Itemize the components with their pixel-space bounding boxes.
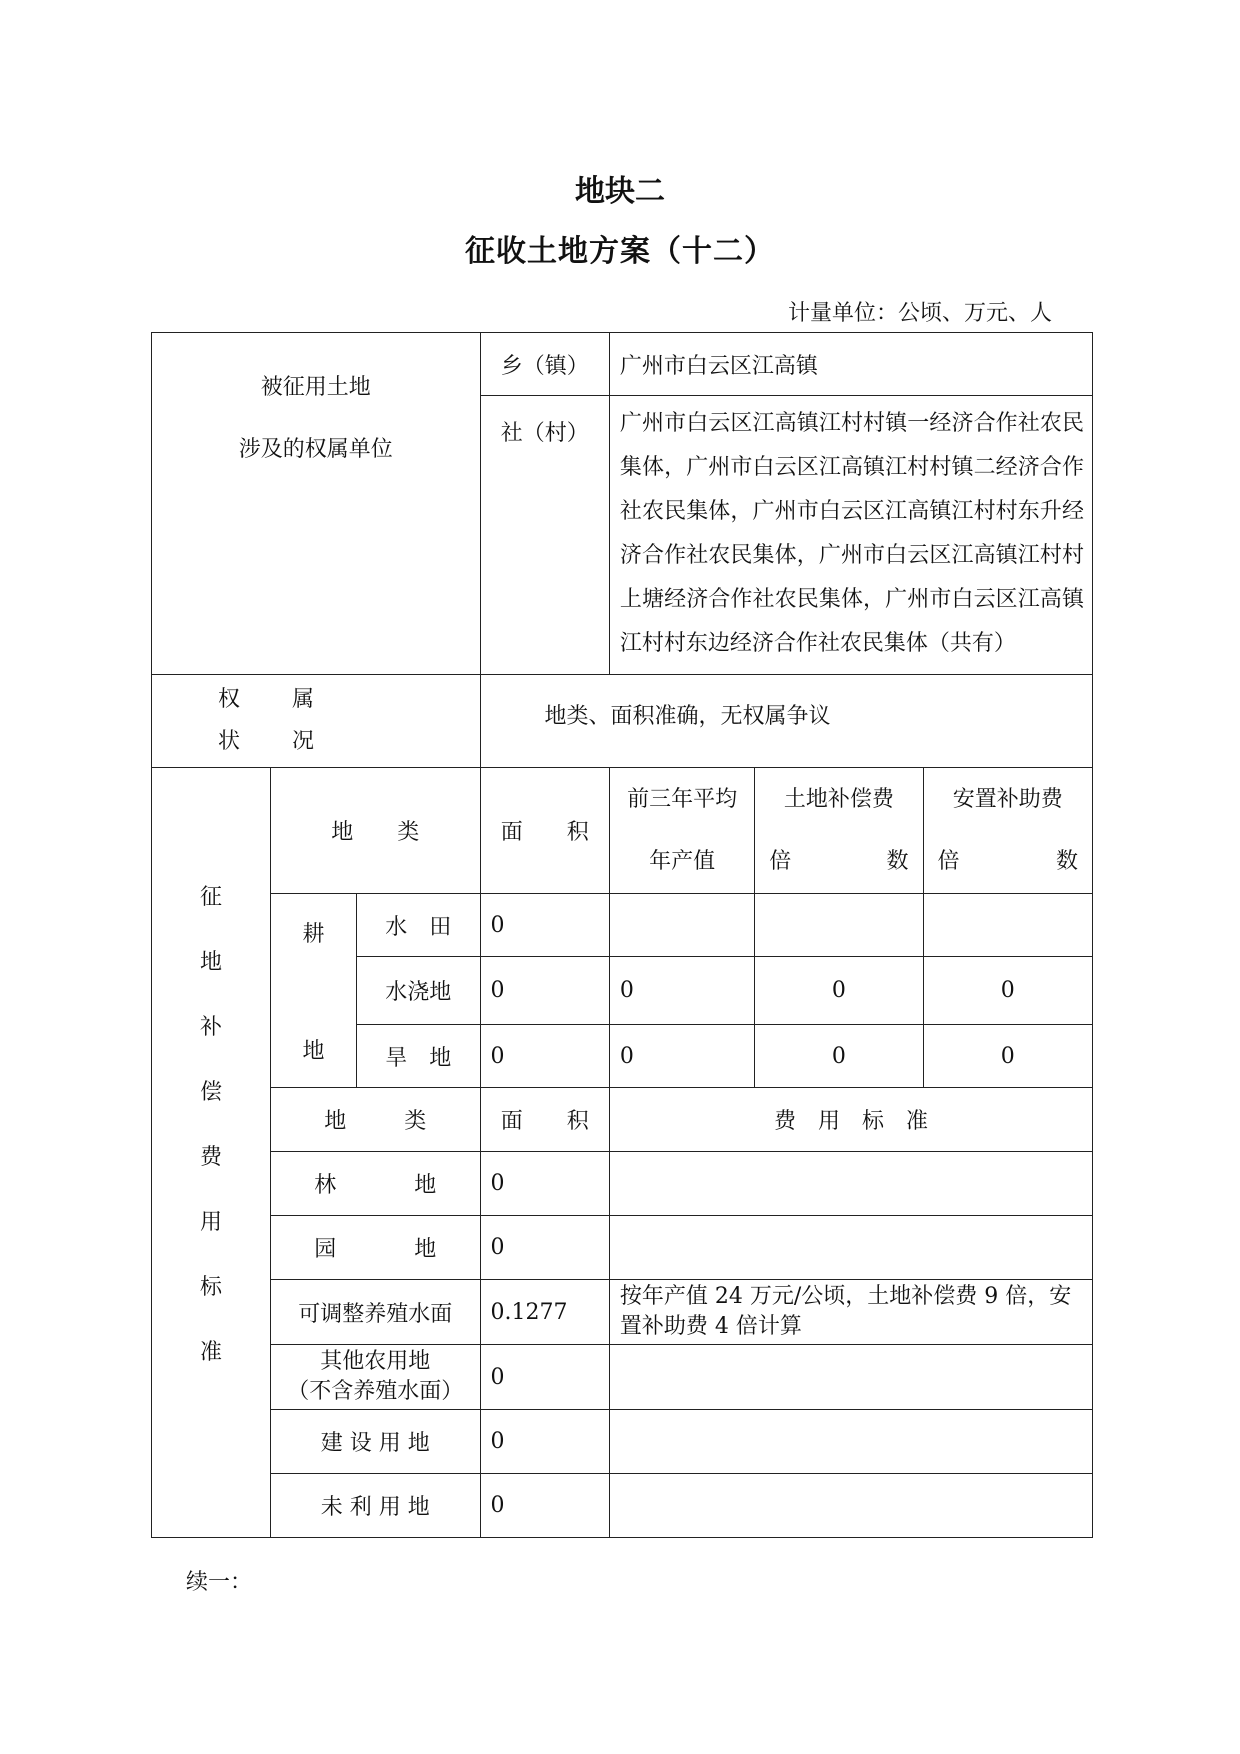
- other-row-name: 园 地: [271, 1216, 480, 1280]
- other-row-standard: [609, 1474, 1092, 1538]
- other-row-area: 0.1277: [480, 1280, 609, 1345]
- header2-fee-standard: 费 用 标 准: [609, 1088, 1092, 1152]
- header-land-type: 地 类: [271, 768, 480, 894]
- other-row-name: 未 利 用 地: [271, 1474, 480, 1538]
- ownership-label-line2: 涉及的权属单位: [238, 437, 393, 462]
- arable-row-avg: [609, 894, 754, 957]
- village-value: 广州市白云区江高镇江村村镇一经济合作社农民集体，广州市白云区江高镇江村村镇二经济合作社农民集体，广州市白云区江高镇江村村东升经济合作社农民集体，广州市白云区江高镇江村村上塘经济合作社农民集体，广州市白云区江高镇江村村东边经济合作社农民集体（共有）: [609, 396, 1092, 675]
- arable-row-name: 水浇地: [356, 957, 480, 1025]
- other-row-standard: [609, 1345, 1092, 1410]
- arable-row-name: 水 田: [356, 894, 480, 957]
- arable-row-land-mult: 0: [755, 957, 923, 1025]
- other-row-area: 0: [480, 1474, 609, 1538]
- village-label: 社（村）: [480, 396, 609, 675]
- header-resettlement-subsidy: 安置补助费 倍 数: [923, 768, 1092, 894]
- arable-row-land-mult: 0: [755, 1025, 923, 1088]
- arable-row-avg: 0: [609, 1025, 754, 1088]
- arable-row-area: 0: [480, 1025, 609, 1088]
- header-area: 面 积: [480, 768, 609, 894]
- header-avg-output: 前三年平均 年产值: [609, 768, 754, 894]
- document-title: 地块二: [575, 174, 665, 209]
- other-row-name: 林 地: [271, 1152, 480, 1216]
- other-row-name: 其他农用地 （不含养殖水面）: [271, 1345, 480, 1410]
- other-row-area: 0: [480, 1152, 609, 1216]
- arable-row-name: 旱 地: [356, 1025, 480, 1088]
- arable-row-land-mult: [755, 894, 923, 957]
- document-subtitle: 征收土地方案（十二）: [465, 234, 775, 269]
- other-row-name: 可调整养殖水面: [271, 1280, 480, 1345]
- compensation-side-label: 征 地 补 偿 费 用 标 准: [152, 768, 271, 1538]
- ownership-label-line1: 被征用土地: [260, 375, 371, 400]
- arable-row-resettle-mult: [923, 894, 1092, 957]
- other-row-standard: 按年产值 24 万元/公顷，土地补偿费 9 倍，安置补助费 4 倍计算: [609, 1280, 1092, 1345]
- other-row-standard: [609, 1216, 1092, 1280]
- continued-label: 续一：: [186, 1570, 253, 1595]
- arable-row-area: 0: [480, 894, 609, 957]
- other-row-area: 0: [480, 1216, 609, 1280]
- other-row-name: 建 设 用 地: [271, 1410, 480, 1474]
- land-acquisition-table: [151, 332, 1093, 1538]
- header-land-compensation: 土地补偿费 倍 数: [755, 768, 923, 894]
- other-row-area: 0: [480, 1410, 609, 1474]
- header2-area: 面 积: [480, 1088, 609, 1152]
- arable-row-area: 0: [480, 957, 609, 1025]
- arable-row-avg: 0: [609, 957, 754, 1025]
- arable-label: 耕 地: [271, 894, 357, 1088]
- status-label: 权 属 状 况: [152, 675, 481, 768]
- header2-land-type: 地 类: [271, 1088, 480, 1152]
- town-value: 广州市白云区江高镇: [609, 333, 1092, 396]
- arable-row-resettle-mult: 0: [923, 957, 1092, 1025]
- ownership-label-cell: [152, 333, 481, 675]
- unit-note: 计量单位：公顷、万元、人: [787, 301, 1052, 326]
- other-row-area: 0: [480, 1345, 609, 1410]
- town-label: 乡（镇）: [480, 333, 609, 396]
- arable-row-resettle-mult: 0: [923, 1025, 1092, 1088]
- other-row-standard: [609, 1410, 1092, 1474]
- status-value: 地类、面积准确，无权属争议: [480, 675, 1092, 768]
- other-row-standard: [609, 1152, 1092, 1216]
